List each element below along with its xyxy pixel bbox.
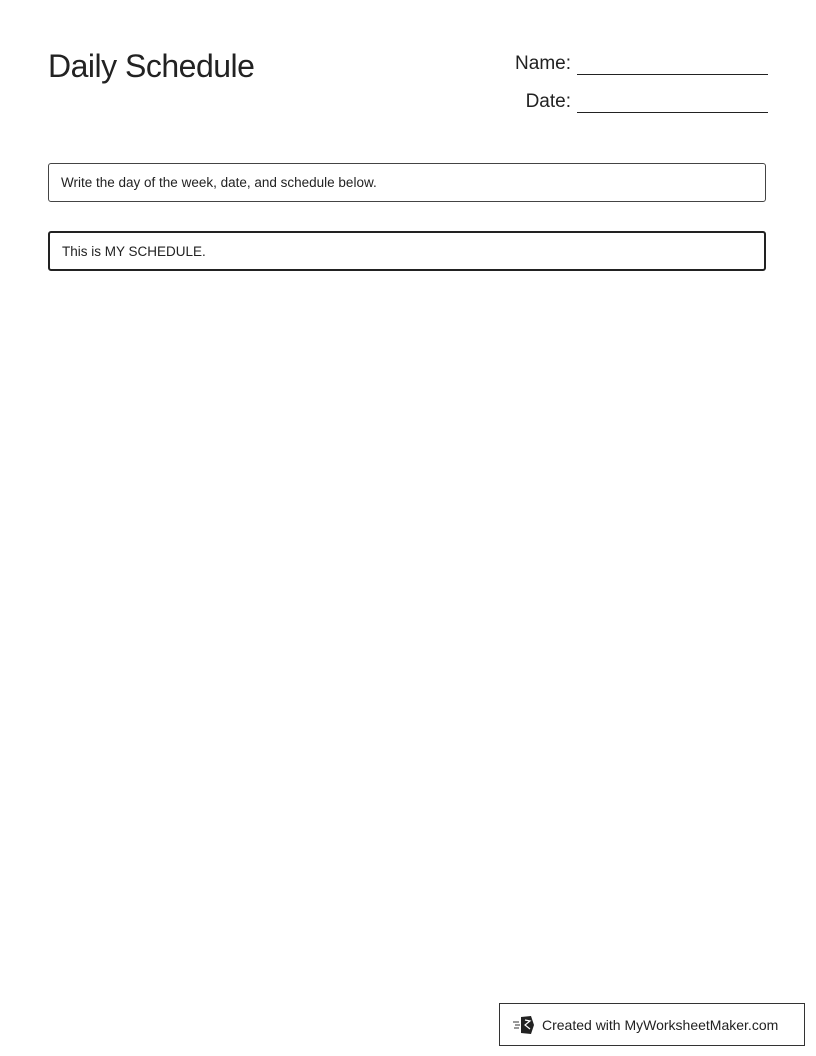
date-line[interactable] xyxy=(577,90,768,113)
date-label: Date: xyxy=(525,91,571,112)
footer-text: Created with MyWorksheetMaker.com xyxy=(542,1016,779,1033)
page-title: Daily Schedule xyxy=(48,48,255,84)
date-field xyxy=(526,90,768,113)
footer-badge xyxy=(499,1003,805,1046)
name-line[interactable] xyxy=(577,52,768,75)
instruction-box: Write the day of the week, date, and schedule below. xyxy=(48,163,766,202)
name-field xyxy=(515,52,768,75)
schedule-box: This is MY SCHEDULE. xyxy=(48,231,766,271)
name-label: Name: xyxy=(515,53,571,74)
worksheet-logo-icon xyxy=(512,1015,536,1035)
